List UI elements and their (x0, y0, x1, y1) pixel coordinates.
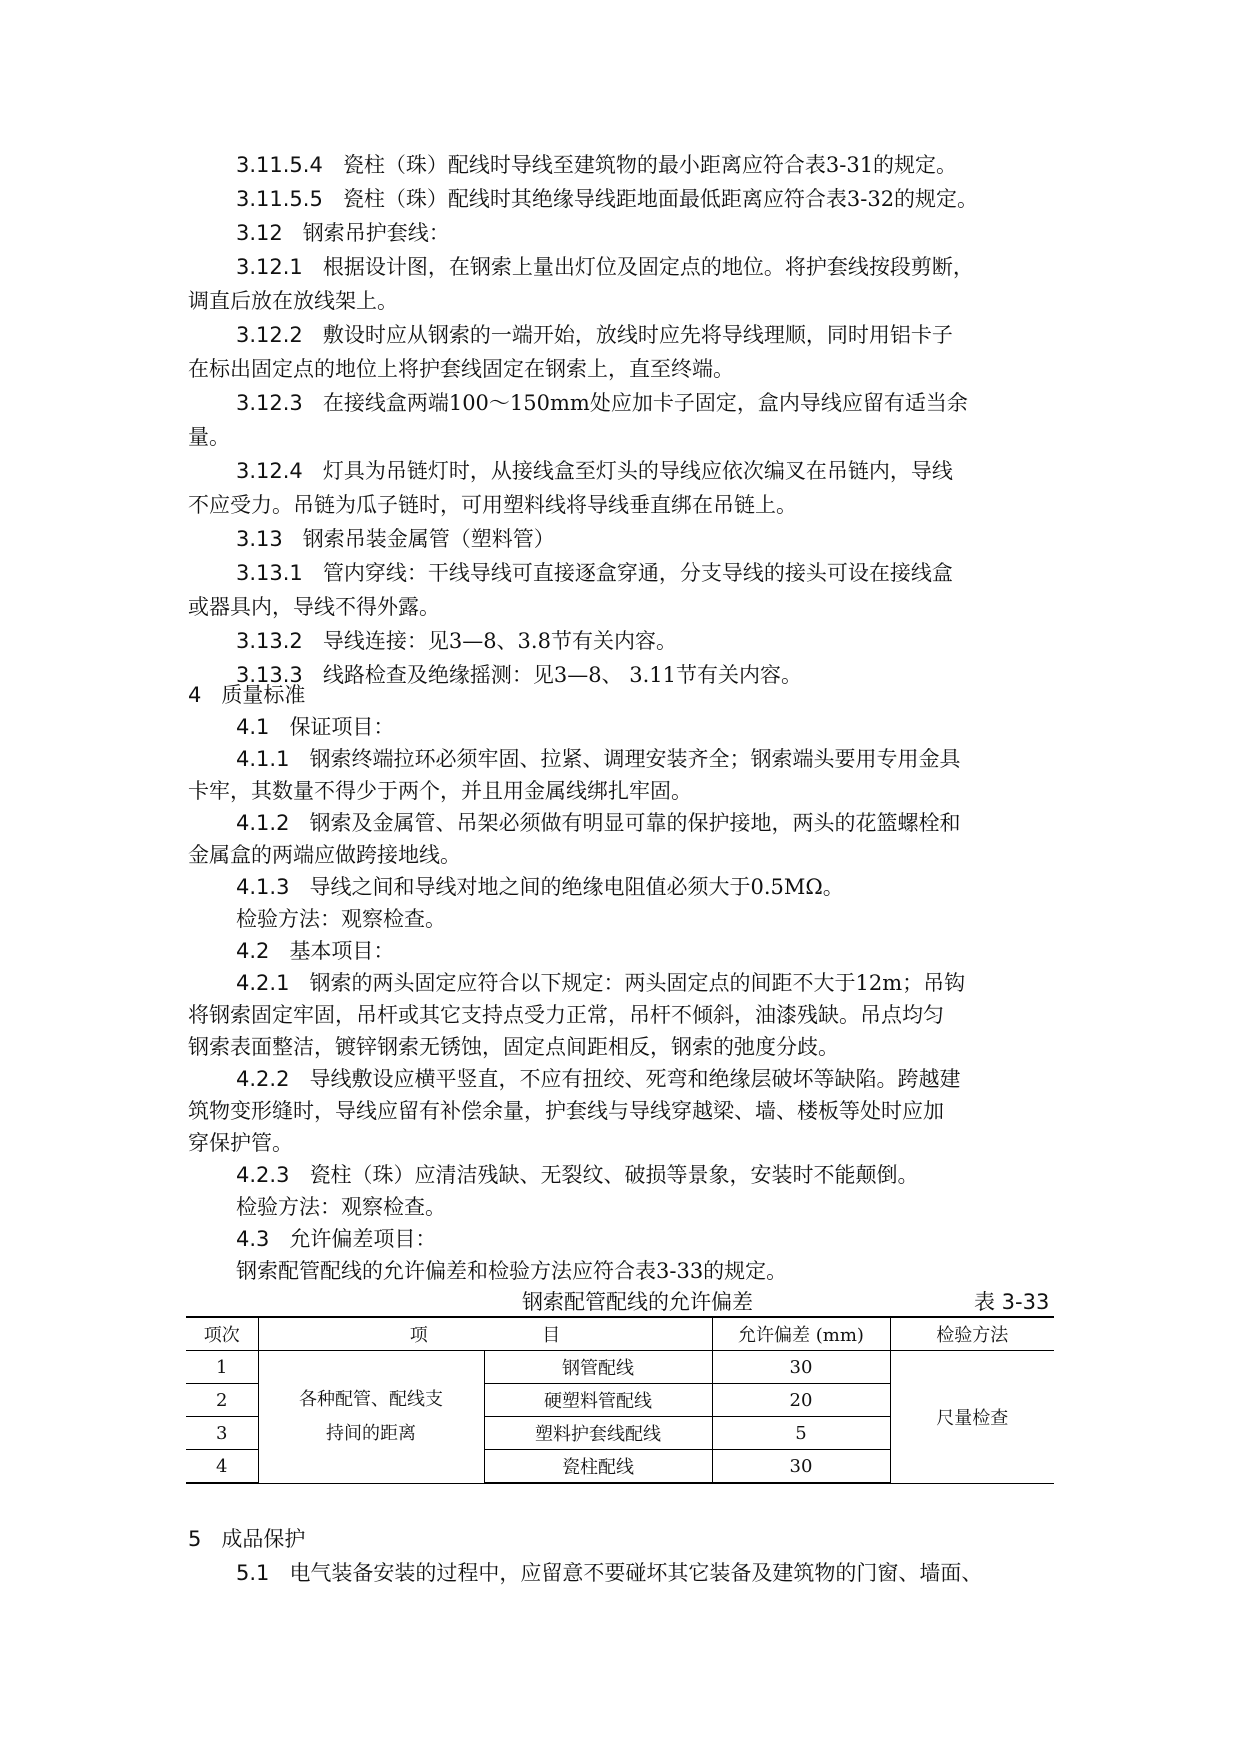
para-4-2-2: 4.2.2 导线敷设应横平竖直，不应有扭绞、死弯和绝缘层破坏等缺陷。跨越建 (236, 1067, 961, 1091)
para-3-13: 3.13 钢索吊装金属管（塑料管） (236, 527, 555, 551)
table-intro: 钢索配管配线的允许偏差和检验方法应符合表3-33的规定。 (236, 1259, 788, 1283)
inspection-method-cell: 尺量检查 (890, 1351, 1054, 1484)
inspection-method-1: 检验方法：观察检查。 (236, 907, 446, 931)
row-value: 30 (712, 1450, 890, 1484)
para-3-12-4: 3.12.4 灯具为吊链灯时，从接线盒至灯头的导线应依次编叉在吊链内，导线 (236, 459, 953, 483)
row-value: 30 (712, 1351, 890, 1384)
para-4-1: 4.1 保证项目： (236, 715, 395, 739)
para-4-2-2-cont2: 穿保护管。 (188, 1131, 293, 1155)
para-4-1-2: 4.1.2 钢索及金属管、吊架必须做有明显可靠的保护接地，两头的花篮螺栓和 (236, 811, 961, 835)
section-5-heading: 5 成品保护 (188, 1527, 306, 1551)
para-3-12-1-cont: 调直后放在放线架上。 (188, 289, 398, 313)
row-value: 20 (712, 1384, 890, 1417)
para-4-2-1-cont2: 钢索表面整洁，镀锌钢索无锈蚀，固定点间距相反，钢索的弛度分歧。 (188, 1035, 839, 1059)
para-3-12-1: 3.12.1 根据设计图，在钢索上量出灯位及固定点的地位。将护套线按段剪断， (236, 255, 974, 279)
para-3-13-3: 3.13.3 线路检查及绝缘摇测：见3—8、 3.11节有关内容。 (236, 663, 802, 687)
row-index: 2 (186, 1384, 258, 1417)
para-4-2-1: 4.2.1 钢索的两头固定应符合以下规定：两头固定点的间距不大于12m；吊钩 (236, 971, 966, 995)
table-title: 钢索配管配线的允许偏差 (522, 1290, 753, 1314)
para-3-12: 3.12 钢索吊护套线： (236, 221, 450, 245)
para-3-12-2-cont: 在标出固定点的地位上将护套线固定在钢索上，直至终端。 (188, 357, 734, 381)
row-index: 4 (186, 1450, 258, 1484)
row-item: 钢管配线 (484, 1351, 712, 1384)
table-row (186, 1351, 1054, 1384)
para-3-13-1: 3.13.1 管内穿线：干线导线可直接逐盒穿通，分支导线的接头可设在接线盒 (236, 561, 953, 585)
tolerance-table (186, 1316, 1054, 1484)
para-3-12-3-cont: 量。 (188, 425, 230, 449)
row-index: 3 (186, 1417, 258, 1450)
para-3-11-5-4: 3.11.5.4 瓷柱（珠）配线时导线至建筑物的最小距离应符合表3-31的规定。 (236, 153, 958, 177)
para-4-3: 4.3 允许偏差项目： (236, 1227, 437, 1251)
section-4-heading: 4 质量标准 (188, 683, 306, 707)
header-method: 检验方法 (890, 1317, 1054, 1351)
header-item: 项 目 (258, 1317, 712, 1351)
row-item: 瓷柱配线 (484, 1450, 712, 1484)
para-3-11-5-5: 3.11.5.5 瓷柱（珠）配线时其绝缘导线距地面最低距离应符合表3-32的规定。 (236, 187, 979, 211)
para-4-2: 4.2 基本项目： (236, 939, 395, 963)
para-4-2-2-cont: 筑物变形缝时，导线应留有补偿余量，护套线与导线穿越梁、墙、楼板等处时应加 (188, 1099, 944, 1123)
para-3-13-1-cont: 或器具内，导线不得外露。 (188, 595, 440, 619)
para-4-1-1: 4.1.1 钢索终端拉环必须牢固、拉紧、调理安装齐全；钢索端头要用专用金具 (236, 747, 961, 771)
para-4-2-3: 4.2.3 瓷柱（珠）应清洁残缺、无裂纹、破损等景象，安装时不能颠倒。 (236, 1163, 919, 1187)
row-index: 1 (186, 1351, 258, 1384)
para-3-12-4-cont: 不应受力。吊链为瓜子链时，可用塑料线将导线垂直绑在吊链上。 (188, 493, 797, 517)
table-header-row (186, 1317, 1054, 1351)
row-value: 5 (712, 1417, 890, 1450)
para-4-1-1-cont: 卡牢，其数量不得少于两个，并且用金属线绑扎牢固。 (188, 779, 692, 803)
header-tolerance: 允许偏差 (mm) (712, 1317, 890, 1351)
inspection-method-2: 检验方法：观察检查。 (236, 1195, 446, 1219)
para-4-2-1-cont: 将钢索固定牢固，吊杆或其它支持点受力正常，吊杆不倾斜，油漆残缺。吊点均匀 (188, 1003, 944, 1027)
header-index: 项次 (186, 1317, 258, 1351)
para-4-1-3: 4.1.3 导线之间和导线对地之间的绝缘电阻值必须大于0.5MΩ。 (236, 875, 844, 899)
group-label: 各种配管、配线支持间的距离 (258, 1351, 484, 1484)
para-5-1: 5.1 电气装备安装的过程中，应留意不要碰坏其它装备及建筑物的门窗、墙面、 (236, 1561, 983, 1585)
para-3-13-2: 3.13.2 导线连接：见3—8、3.8节有关内容。 (236, 629, 677, 653)
table-number: 表 3-33 (974, 1290, 1050, 1314)
row-item: 硬塑料管配线 (484, 1384, 712, 1417)
para-3-12-2: 3.12.2 敷设时应从钢索的一端开始，放线时应先将导线理顺，同时用铝卡子 (236, 323, 953, 347)
para-4-1-2-cont: 金属盒的两端应做跨接地线。 (188, 843, 461, 867)
para-3-12-3: 3.12.3 在接线盒两端100～150mm处应加卡子固定，盒内导线应留有适当余 (236, 391, 968, 415)
row-item: 塑料护套线配线 (484, 1417, 712, 1450)
